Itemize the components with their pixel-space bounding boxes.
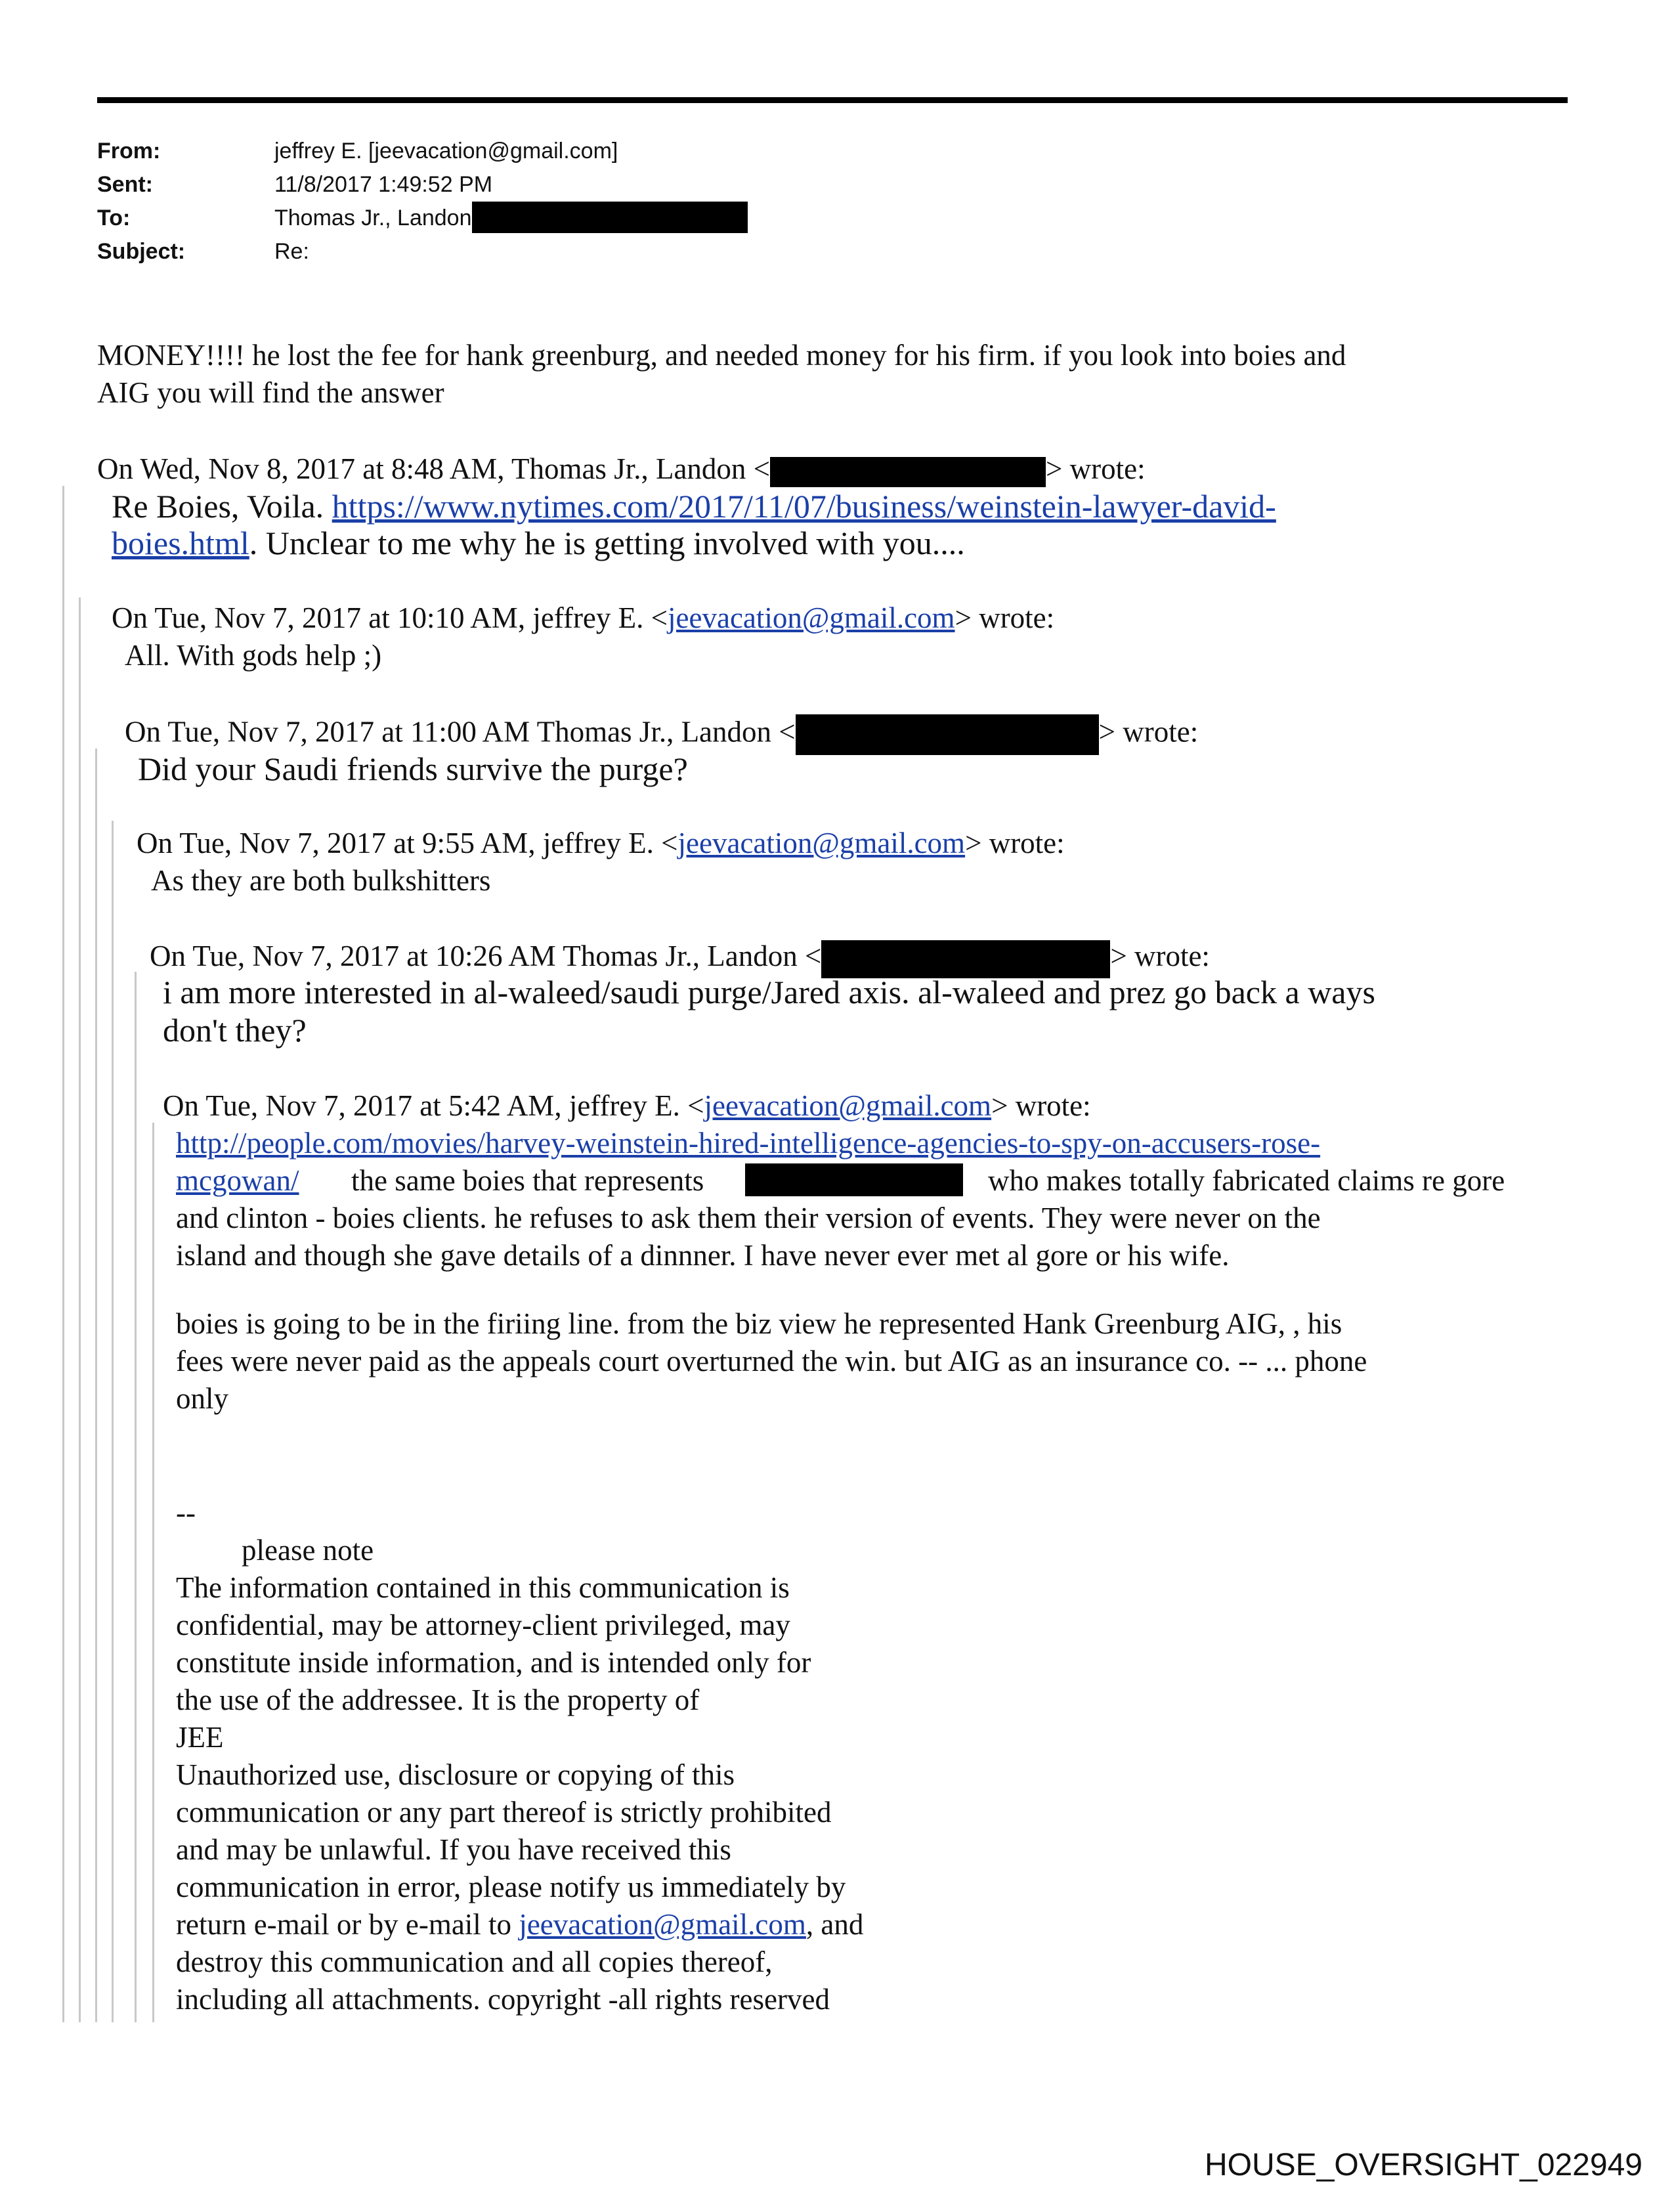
email-link[interactable]: jeevacation@gmail.com bbox=[519, 1908, 806, 1941]
quote5-attribution bbox=[150, 939, 1210, 978]
quote6-link-line-2 bbox=[176, 1163, 299, 1198]
redaction-box bbox=[821, 940, 1110, 978]
subject-label: Subject: bbox=[97, 239, 186, 264]
quote-line-5 bbox=[135, 972, 137, 2022]
quote1-text-line-2 bbox=[112, 524, 965, 562]
body-line-2: AIG you will find the answer bbox=[97, 376, 444, 409]
header-subject-row bbox=[97, 235, 748, 269]
email-link[interactable]: jeevacation@gmail.com bbox=[677, 827, 966, 859]
nytimes-link[interactable]: https://www.nytimes.com/2017/11/07/business/weinstein-lawyer-david- bbox=[332, 488, 1276, 525]
quote-line-4 bbox=[112, 821, 114, 2022]
sig-line: constitute inside information, and is intended only for bbox=[176, 1646, 811, 1679]
email-header bbox=[97, 135, 748, 269]
sig-line: JEE bbox=[176, 1721, 224, 1754]
quote6-attr-post: > wrote: bbox=[991, 1089, 1091, 1122]
quote5-attr-post: > wrote: bbox=[1110, 940, 1210, 972]
quote4-attr-post: > wrote: bbox=[965, 827, 1065, 859]
sig-line: The information contained in this communication is bbox=[176, 1571, 790, 1604]
quote2-attribution bbox=[112, 601, 1054, 635]
quote6-attribution bbox=[163, 1089, 1091, 1123]
quote1-text-pre: Re Boies, Voila. bbox=[112, 488, 332, 525]
sig-line: Unauthorized use, disclosure or copying of this bbox=[176, 1758, 735, 1791]
header-to-row bbox=[97, 202, 748, 235]
from-value: jeffrey E. [jeevacation@gmail.com] bbox=[274, 139, 618, 163]
quote4-attr-pre: On Tue, Nov 7, 2017 at 9:55 AM, jeffrey E. < bbox=[137, 827, 678, 859]
quote6-p1c: and clinton - boies clients. he refuses to ask them their version of events. They were never on the bbox=[176, 1202, 1321, 1234]
quote2-attr-post: > wrote: bbox=[955, 601, 1055, 634]
people-link[interactable]: http://people.com/movies/harvey-weinstein-hired-intelligence-agencies-to-spy-on-accusers-rose- bbox=[176, 1127, 1321, 1160]
to-value: Thomas Jr., Landon bbox=[274, 206, 472, 230]
quote6-link-line-1 bbox=[176, 1126, 1320, 1160]
redaction-box bbox=[796, 714, 1099, 755]
quote2-attr-pre: On Tue, Nov 7, 2017 at 10:10 AM, jeffrey E. < bbox=[112, 601, 668, 634]
top-rule bbox=[97, 97, 1568, 103]
quote-line-1 bbox=[62, 486, 64, 2022]
quote5-attr-pre: On Tue, Nov 7, 2017 at 10:26 AM Thomas Jr., Landon < bbox=[150, 940, 822, 972]
quote1-attr-pre: On Wed, Nov 8, 2017 at 8:48 AM, Thomas Jr., Landon < bbox=[97, 452, 771, 485]
header-from-row bbox=[97, 135, 748, 168]
quote1-text-line-1 bbox=[112, 487, 1276, 525]
nytimes-link-cont[interactable]: boies.html bbox=[112, 525, 249, 561]
quote2-text: All. With gods help ;) bbox=[125, 639, 382, 672]
quote6-p2c: only bbox=[176, 1382, 229, 1415]
quote-line-2 bbox=[79, 597, 81, 2022]
sig-line-email bbox=[176, 1907, 863, 1941]
sig-line: the use of the addressee. It is the property of bbox=[176, 1683, 700, 1716]
bates-number: HOUSE_OVERSIGHT_022949 bbox=[1205, 2148, 1642, 2182]
quote-line-3 bbox=[95, 748, 97, 2022]
to-label: To: bbox=[97, 206, 131, 230]
sig-l10-post: , and bbox=[805, 1908, 864, 1941]
from-label: From: bbox=[97, 139, 161, 163]
sig-line: and may be unlawful. If you have received this bbox=[176, 1833, 731, 1866]
sent-value: 11/8/2017 1:49:52 PM bbox=[274, 172, 493, 197]
email-link[interactable]: jeevacation@gmail.com bbox=[704, 1089, 992, 1122]
quote1-attribution bbox=[97, 452, 1146, 487]
body-line-1: MONEY!!!! he lost the fee for hank greenburg, and needed money for his firm. if you look into boies and bbox=[97, 339, 1346, 372]
people-link-cont[interactable]: mcgowan/ bbox=[176, 1164, 299, 1197]
quote3-attribution bbox=[125, 714, 1198, 755]
quote-line-6 bbox=[152, 1123, 154, 2022]
quote5-text-line-2: don't they? bbox=[163, 1012, 307, 1049]
quote6-attr-pre: On Tue, Nov 7, 2017 at 5:42 AM, jeffrey E. < bbox=[163, 1089, 704, 1122]
redaction-box bbox=[770, 457, 1046, 487]
redaction-box bbox=[745, 1163, 963, 1196]
sig-line: communication or any part thereof is strictly prohibited bbox=[176, 1796, 832, 1829]
redaction-box bbox=[472, 202, 748, 233]
sig-dash: -- bbox=[176, 1496, 196, 1529]
sig-line: confidential, may be attorney-client privileged, may bbox=[176, 1609, 790, 1641]
quote6-p1a: the same boies that represents bbox=[351, 1164, 704, 1197]
email-link[interactable]: jeevacation@gmail.com bbox=[668, 601, 955, 634]
quote6-p2b: fees were never paid as the appeals court overturned the win. but AIG as an insurance co. -- ... phone bbox=[176, 1345, 1367, 1377]
quote4-text: As they are both bulkshitters bbox=[151, 864, 491, 897]
sig-note: please note bbox=[242, 1534, 374, 1567]
quote1-attr-post: > wrote: bbox=[1046, 452, 1146, 485]
sent-label: Sent: bbox=[97, 172, 153, 197]
quote3-text: Did your Saudi friends survive the purge? bbox=[138, 750, 688, 787]
sig-line: communication in error, please notify us immediately by bbox=[176, 1871, 846, 1903]
quote3-attr-pre: On Tue, Nov 7, 2017 at 11:00 AM Thomas Jr., Landon < bbox=[125, 715, 796, 748]
subject-value: Re: bbox=[274, 239, 309, 264]
quote6-p1b: who makes totally fabricated claims re gore bbox=[988, 1164, 1505, 1197]
sig-l10-pre: return e-mail or by e-mail to bbox=[176, 1908, 519, 1941]
quote4-attribution bbox=[137, 826, 1065, 860]
header-sent-row bbox=[97, 168, 748, 202]
quote5-text-line-1: i am more interested in al-waleed/saudi purge/Jared axis. al-waleed and prez go back a ways bbox=[163, 974, 1375, 1010]
quote3-attr-post: > wrote: bbox=[1098, 715, 1199, 748]
sig-line: including all attachments. copyright -all rights reserved bbox=[176, 1983, 830, 2016]
quote6-p2a: boies is going to be in the firiing line. from the biz view he represented Hank Greenburg AIG, , his bbox=[176, 1307, 1342, 1340]
quote6-p1d: island and though she gave details of a dinnner. I have never ever met al gore or his wife. bbox=[176, 1239, 1230, 1272]
quote1-text-post: . Unclear to me why he is getting involved with you.... bbox=[249, 525, 965, 561]
sig-line: destroy this communication and all copies thereof, bbox=[176, 1945, 773, 1978]
